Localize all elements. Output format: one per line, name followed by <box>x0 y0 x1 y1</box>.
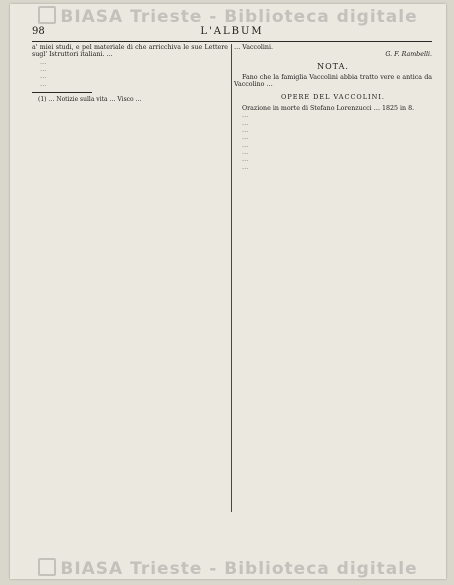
author-signature: G. F. Rambelli. <box>385 51 432 59</box>
works-entry: … <box>242 119 249 127</box>
works-entry: Orazione in morte di Stefano Lorenzucci … 1825 in 8. <box>242 105 415 113</box>
note-paragraph: Fano che la famiglia Vaccolini abbia tratto vere e antica da Vaccolino … <box>234 74 432 89</box>
watermark-top: BIASA Trieste - Biblioteca digitale <box>10 6 446 27</box>
works-entry: … <box>242 163 249 171</box>
running-head <box>32 26 432 40</box>
works-entry: … <box>242 112 249 120</box>
body-paragraph: … <box>40 66 47 74</box>
works-entry: … <box>242 156 249 164</box>
right-column <box>234 44 432 171</box>
column-divider <box>231 44 232 512</box>
footnote-rule <box>32 92 92 93</box>
note-title: NOTA. <box>317 61 349 71</box>
works-title: OPERE DEL VACCOLINI. <box>281 92 385 101</box>
scanned-page <box>10 4 446 579</box>
header-rule <box>32 41 432 42</box>
footnote <box>32 96 228 103</box>
footnote-text: (1) … Notizie sulla vita … Visco … <box>38 96 142 104</box>
works-entry: … <box>242 134 249 142</box>
body-paragraph: … <box>40 58 47 66</box>
library-logo-icon <box>38 6 56 24</box>
works-entry: … <box>242 149 249 157</box>
page-number: 98 <box>32 26 45 37</box>
works-entry: … <box>242 141 249 149</box>
works-entry: … <box>242 127 249 135</box>
watermark-bottom: BIASA Trieste - Biblioteca digitale <box>10 558 446 579</box>
body-paragraph: a' miei studi, e pel materiale di che arricchiva le sue Lettere sugl' Istruttori italiani. … <box>32 44 228 59</box>
journal-title: L'ALBUM <box>200 26 264 37</box>
body-paragraph: … <box>40 73 47 81</box>
left-column <box>32 44 228 103</box>
body-paragraph: … <box>40 80 47 88</box>
body-paragraph: … Vaccolini. <box>234 44 273 51</box>
library-logo-icon <box>38 558 56 576</box>
